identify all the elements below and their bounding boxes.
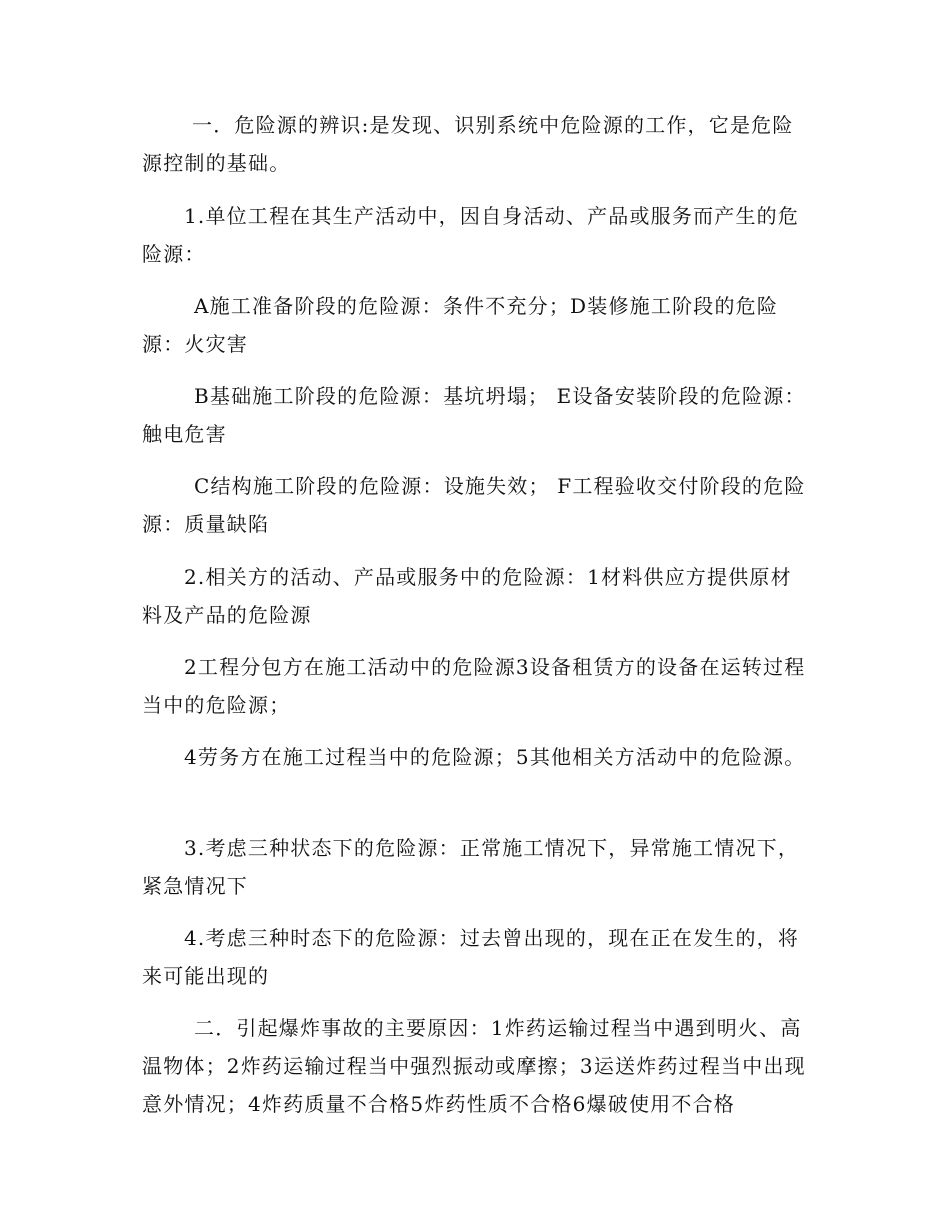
- paragraph-labor-other-parties: 4劳务方在施工过程当中的危险源；5其他相关方活动中的危险源。: [184, 745, 806, 769]
- paragraph-subcontractor-leasing: 2工程分包方在施工活动中的危险源3设备租赁方的设备在运转过程当中的危险源；: [142, 655, 806, 717]
- paragraph-unit-project-hazards: 1.单位工程在其生产活动中，因自身活动、产品或服务而产生的危险源：: [142, 204, 800, 266]
- paragraph-explosion-causes: 二．引起爆炸事故的主要原因：1炸药运输过程当中遇到明火、高温物体；2炸药运输过程当中强烈振动或摩擦；3运送炸药过程当中出现意外情况；4炸药质量不合格5炸药性质不合格6爆破使用不合格: [142, 1016, 806, 1116]
- paragraph-related-parties: 2.相关方的活动、产品或服务中的危险源：1材料供应方提供原材料及产品的危险源: [142, 565, 792, 627]
- paragraph-hazard-identification: 一．危险源的辨识:是发现、识别系统中危险源的工作，它是危险源控制的基础。: [142, 113, 794, 175]
- paragraph-stage-c-f: C结构施工阶段的危险源：设施失效； F工程验收交付阶段的危险源：质量缺陷: [142, 474, 806, 536]
- paragraph-three-tenses: 4.考虑三种时态下的危险源：过去曾出现的，现在正在发生的，将来可能出现的: [142, 926, 800, 988]
- paragraph-stage-a-d: A施工准备阶段的危险源：条件不充分；D装修施工阶段的危险源：火灾害: [142, 294, 779, 356]
- paragraph-stage-b-e: B基础施工阶段的危险源：基坑坍塌； E设备安装阶段的危险源：触电危害: [142, 384, 806, 446]
- paragraph-three-states: 3.考虑三种状态下的危险源：正常施工情况下，异常施工情况下，紧急情况下: [142, 836, 800, 898]
